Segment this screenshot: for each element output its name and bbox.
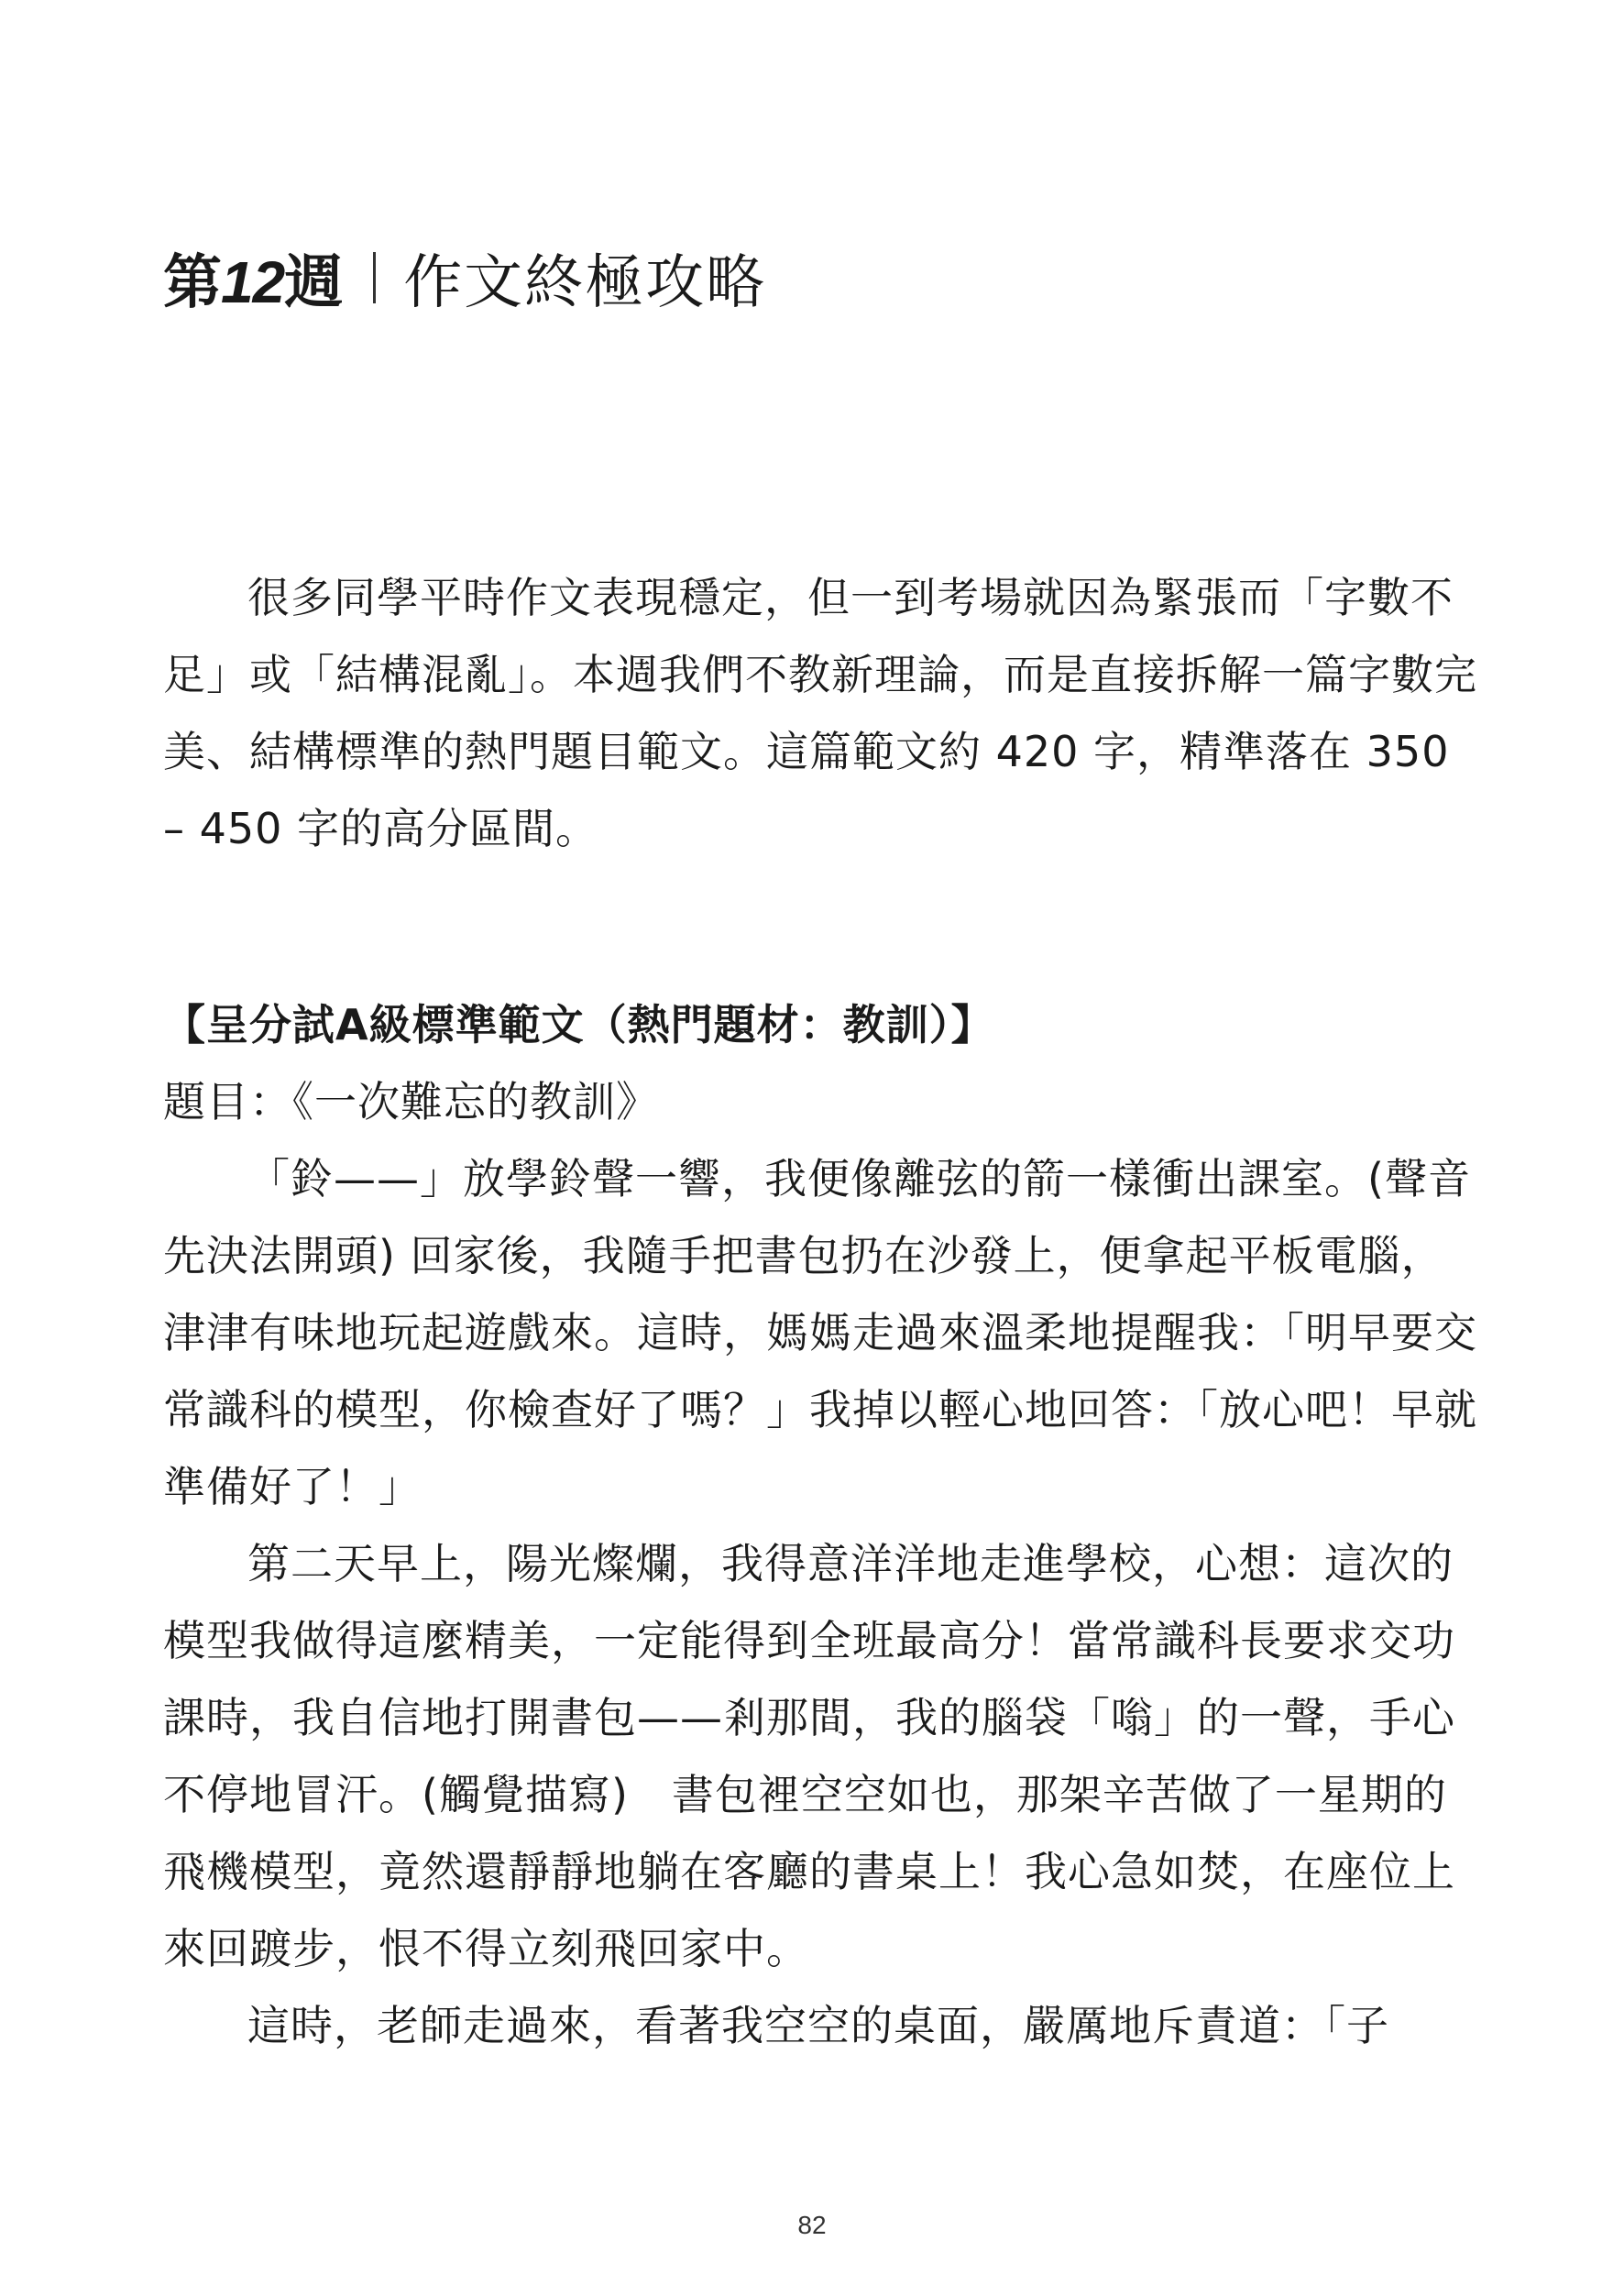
week-number: 12	[221, 249, 285, 315]
essay-paragraph: 「鈴——」放學鈴聲一響，我便像離弦的箭一樣衝出課室。(聲音先決法開頭) 回家後，我隨手把書包扔在沙發上，便拿起平板電腦，津津有味地玩起遊戲來。這時，媽媽走過來溫柔地提醒我：「明早要交常識科的模型，你檢查好了嗎？」我掉以輕心地回答：「放心吧！早就準備好了！」	[163, 1154, 1477, 1511]
week-label	[163, 236, 342, 320]
heading-divider	[373, 252, 376, 303]
essay-section	[163, 986, 1483, 2064]
week-label-prefix: 第	[163, 249, 221, 317]
section-heading: 【呈分試A級標準範文（熱門題材：教訓）】	[163, 1000, 994, 1049]
chapter-title: 作文終極攻略	[403, 249, 767, 317]
essay-paragraph: 這時，老師走過來，看著我空空的桌面，嚴厲地斥責道：「子	[247, 2001, 1389, 2050]
essay-paragraph: 第二天早上，陽光燦爛，我得意洋洋地走進學校，心想：這次的模型我做得這麼精美，一定能得到全班最高分！當常識科長要求交功課時，我自信地打開書包——剎那間，我的腦袋「嗡」的一聲，手心不停地冒汗。(觸覺描寫) 書包裡空空如也，那架辛苦做了一星期的飛機模型，竟然還靜靜地躺在客廳的書桌上！我心急如焚，在座位上來回踱步，恨不得立刻飛回家中。	[163, 1539, 1455, 1973]
week-label-suffix: 週	[284, 249, 343, 317]
page-number: 82	[797, 2211, 827, 2239]
chapter-heading	[163, 236, 766, 319]
essay-topic: 題目：《一次難忘的教訓》	[163, 1077, 659, 1126]
intro-section	[163, 559, 1483, 867]
intro-paragraph: 很多同學平時作文表現穩定，但一到考場就因為緊張而「字數不足」或「結構混亂」。本週我們不教新理論，而是直接拆解一篇字數完美、結構標準的熱門題目範文。這篇範文約 420 字，精準落在 350 – 450 字的高分區間。	[163, 573, 1477, 853]
